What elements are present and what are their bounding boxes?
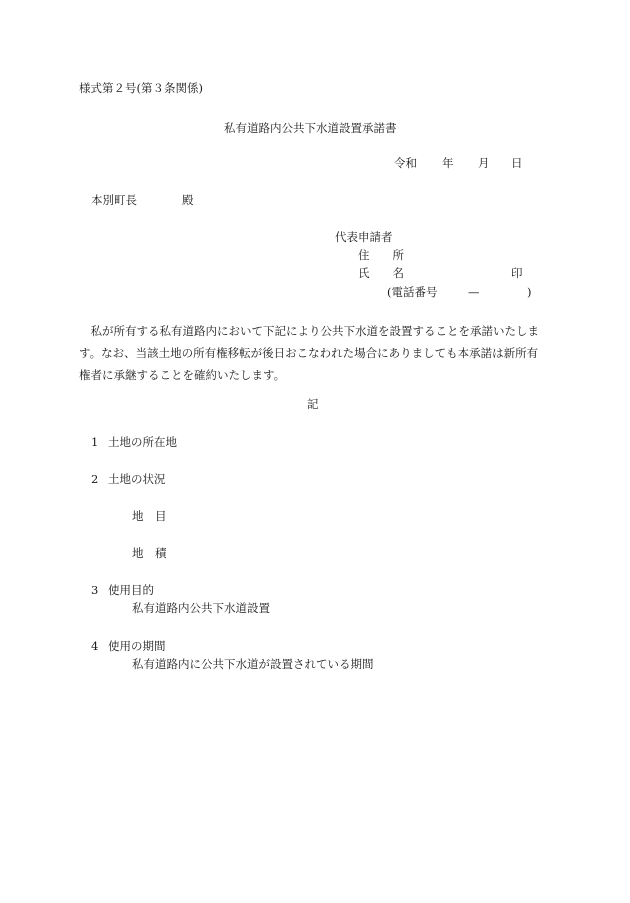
phone-open: (電話番号 [387, 285, 438, 299]
item-1-label: 土地の所在地 [108, 435, 177, 449]
form-number: 様式第２号(第３条関係) [79, 81, 203, 95]
date-month-unit: 月 [478, 156, 490, 170]
date-day-unit: 日 [511, 156, 523, 170]
item-1-number: 1 [91, 435, 99, 449]
phone-dash: — [468, 285, 480, 299]
applicant-heading: 代表申請者 [335, 230, 393, 244]
item-2-label: 土地の状況 [108, 472, 166, 486]
name-label: 氏 名 [358, 266, 404, 280]
date-era: 令和 [394, 156, 417, 170]
item-4-detail: 私有道路内に公共下水道が設置されている期間 [132, 657, 374, 671]
date-year-unit: 年 [442, 156, 454, 170]
item-3-number: 3 [91, 583, 99, 597]
document-title: 私有道路内公共下水道設置承諾書 [224, 121, 397, 135]
item-4-label: 使用の期間 [108, 639, 166, 653]
addressee-honorific: 殿 [182, 193, 194, 207]
item-2-number: 2 [91, 472, 99, 486]
addressee-name: 本別町長 [91, 193, 137, 207]
address-label: 住 所 [358, 248, 404, 262]
consent-paragraph: 私が所有する私有道路内において下記により公共下水道を設置することを承諾いたします。なお、当該土地の所有権移転が後日おこなわれた場合にありましても本承諾は新所有権者に承継することを確約いたします。 [79, 324, 539, 382]
ki-heading: 記 [307, 397, 319, 411]
item-3-detail: 私有道路内公共下水道設置 [132, 601, 270, 615]
item-4-number: 4 [91, 639, 99, 653]
item-2-land-category: 地 目 [132, 509, 167, 523]
seal-mark: 印 [511, 266, 523, 280]
item-3-label: 使用目的 [108, 583, 154, 597]
item-2-land-area: 地 積 [132, 546, 167, 560]
phone-close: ) [527, 285, 532, 299]
